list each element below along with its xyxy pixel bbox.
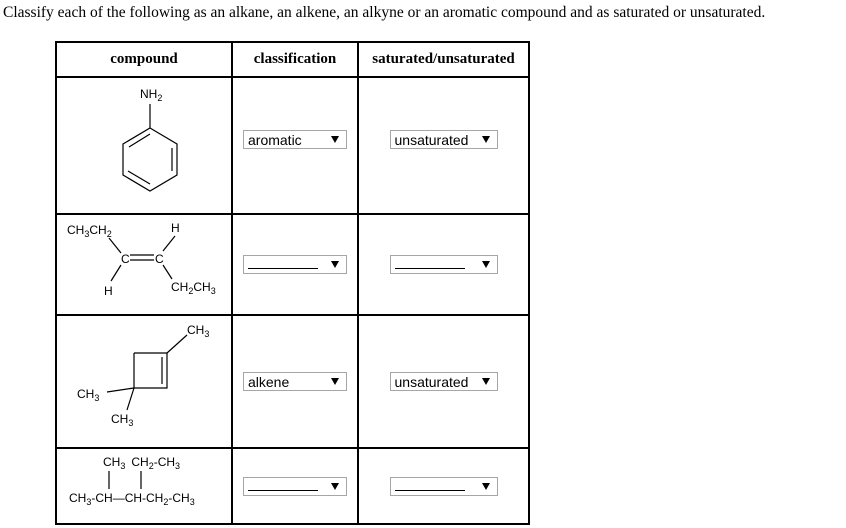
saturation-cell-1 <box>358 77 529 214</box>
label-methyl-bottom: $CH_3$ <box>111 412 134 428</box>
saturation-select-4-blank <box>395 478 465 491</box>
compound-cell-4 <box>56 448 232 524</box>
label-methyl-left: $CH_3$ <box>77 387 100 403</box>
label-main-chain: $CH_3-CH—CH-CH_2-CH_3$ <box>69 491 195 507</box>
header-saturation: saturated/unsaturated <box>358 42 529 77</box>
classification-cell-2 <box>232 214 358 315</box>
compound-cell-1 <box>56 77 232 214</box>
table-row-2 <box>56 214 529 315</box>
dropdown-arrow-icon <box>482 483 490 490</box>
bond <box>111 265 121 281</box>
bond <box>167 335 187 353</box>
dropdown-arrow-icon <box>331 378 339 385</box>
label-h-bottom: H <box>104 284 113 298</box>
structure-aniline <box>57 78 231 208</box>
dropdown-arrow-icon <box>482 378 490 385</box>
saturation-select-1-value: unsaturated <box>394 132 469 149</box>
benzene-ring <box>123 128 177 191</box>
label-amine: $NH_2$ <box>140 87 163 103</box>
classification-cell-4 <box>232 448 358 524</box>
table-row-1 <box>56 77 529 214</box>
classification-select-4-blank <box>248 478 318 491</box>
classification-cell-3 <box>232 315 358 448</box>
header-compound: compound <box>56 42 232 77</box>
classification-select-3-value: alkene <box>248 374 290 390</box>
label-ethyl-right: $CH_2CH_3$ <box>171 280 216 296</box>
bond <box>109 238 121 253</box>
saturation-cell-3 <box>358 315 529 448</box>
ring-double-bond <box>128 171 150 184</box>
classification-select-1-value: aromatic <box>248 132 302 149</box>
label-c-right: C <box>155 252 164 266</box>
dropdown-arrow-icon <box>331 483 339 490</box>
ring-double-bond <box>129 134 150 147</box>
bond <box>163 265 172 279</box>
saturation-cell-2 <box>358 214 529 315</box>
classification-select-4[interactable] <box>243 477 347 496</box>
saturation-select-2-blank <box>395 256 465 269</box>
table-row-4 <box>56 448 529 524</box>
saturation-select-2[interactable] <box>390 255 498 274</box>
label-ethyl-left: $CH_3CH_2$ <box>67 223 112 239</box>
bond <box>163 236 175 251</box>
saturation-select-4[interactable] <box>390 477 498 496</box>
bond <box>107 388 134 392</box>
dropdown-arrow-icon <box>331 261 339 268</box>
header-classification: classification <box>232 42 358 77</box>
classification-select-2-blank <box>248 256 318 269</box>
saturation-select-1[interactable] <box>390 130 498 149</box>
label-methyl-top: $CH_3$ <box>187 323 210 339</box>
saturation-select-3[interactable] <box>390 372 498 391</box>
classification-table <box>55 41 530 525</box>
dropdown-arrow-icon <box>482 136 490 143</box>
table-row-3 <box>56 315 529 448</box>
structure-branched-alkane <box>57 449 231 518</box>
structure-cyclobutene <box>57 316 231 442</box>
compound-cell-2 <box>56 214 232 315</box>
bond <box>127 388 134 410</box>
structure-alkene <box>57 215 231 309</box>
classification-select-2[interactable] <box>243 255 347 274</box>
saturation-select-3-value: unsaturated <box>394 374 469 390</box>
label-top-substituents: $CH_3$ $CH_2-CH_3$ <box>103 455 181 471</box>
question-instructions: Classify each of the following as an alkane, an alkene, an alkyne or an aromatic compound and as saturated or unsaturated. <box>3 4 766 21</box>
classification-select-1[interactable] <box>243 130 347 149</box>
saturation-cell-4 <box>358 448 529 524</box>
table-header-row <box>56 42 529 77</box>
classification-cell-1 <box>232 77 358 214</box>
dropdown-arrow-icon <box>482 261 490 268</box>
classification-select-3[interactable] <box>243 372 347 391</box>
label-c-left: C <box>121 252 130 266</box>
compound-cell-3 <box>56 315 232 448</box>
dropdown-arrow-icon <box>331 136 339 143</box>
label-h-top: H <box>171 221 180 235</box>
